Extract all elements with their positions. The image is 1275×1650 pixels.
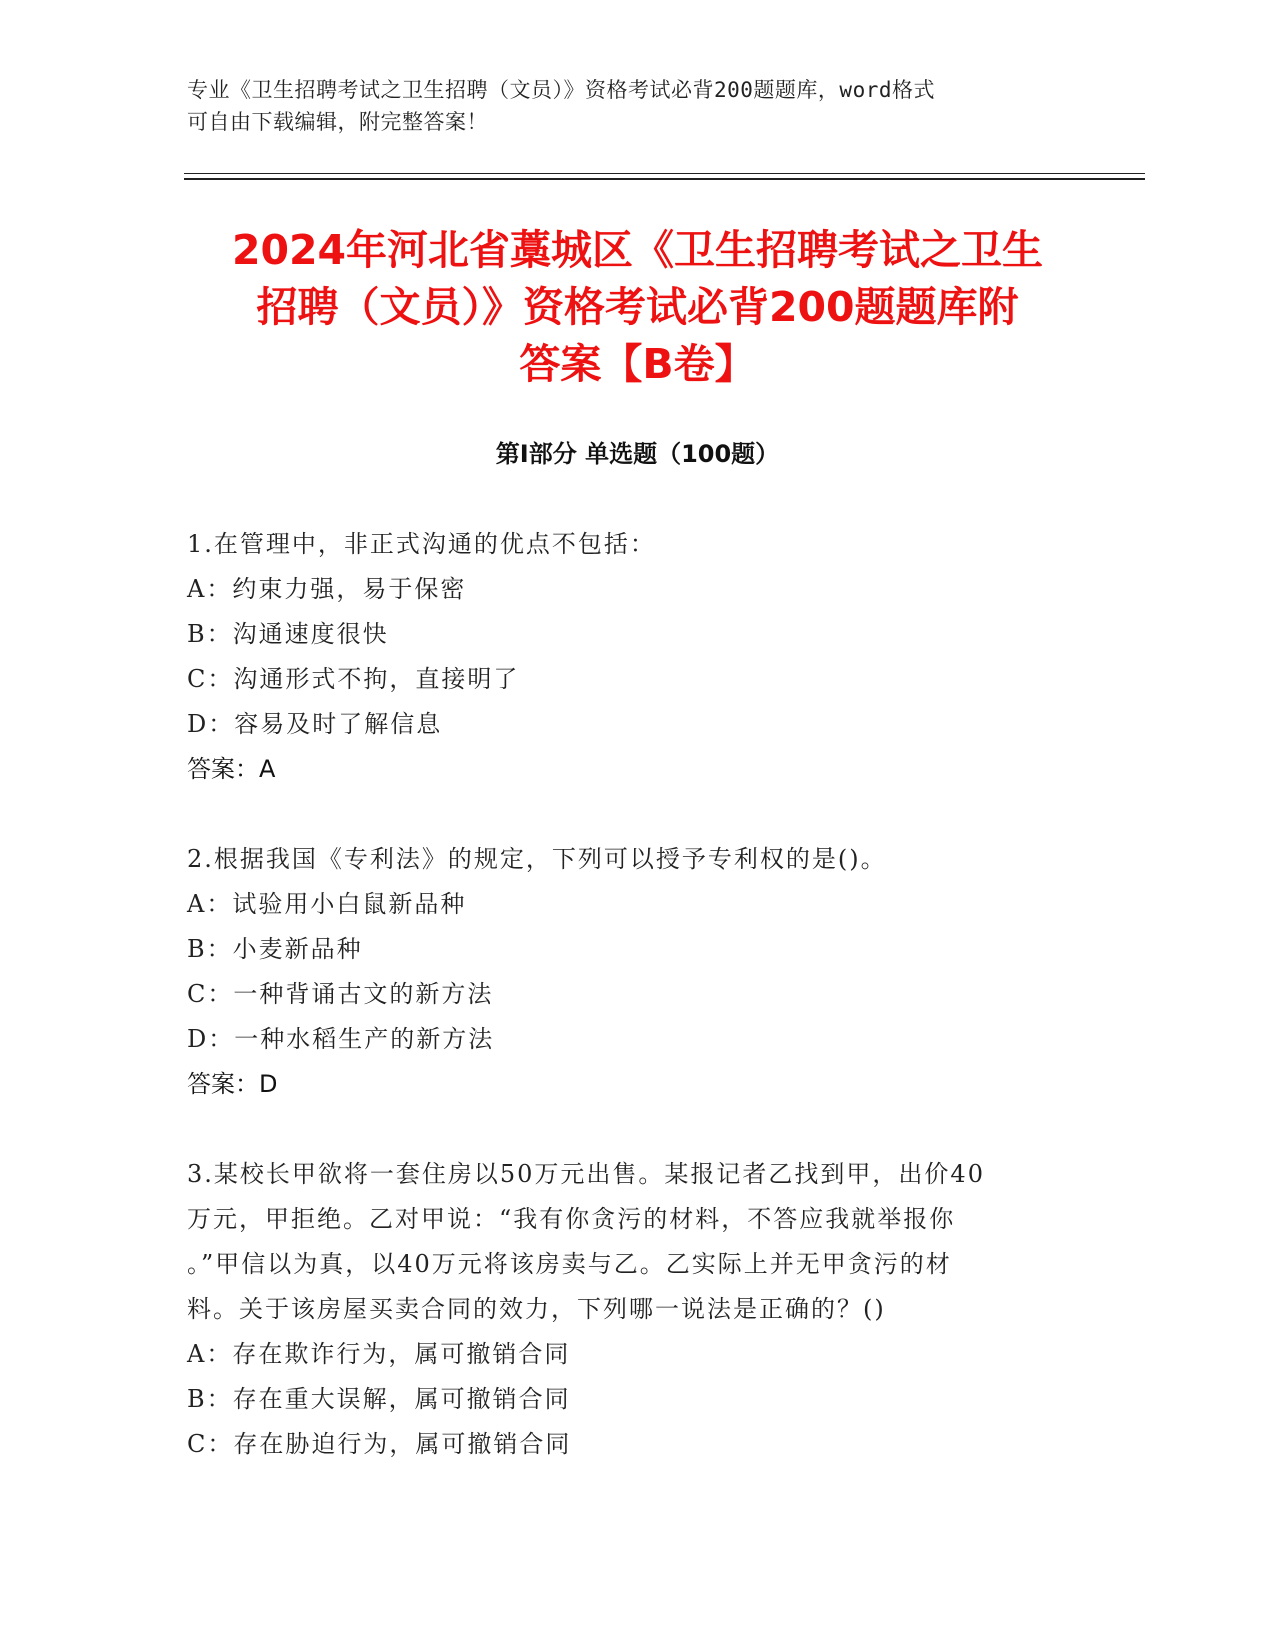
answer: 答案：D <box>187 1070 278 1098</box>
option-c: C：一种背诵古文的新方法 <box>187 980 494 1008</box>
question-stem-line: 。”甲信以为真，以40万元将该房卖与乙。乙实际上并无甲贪污的材 <box>187 1250 952 1278</box>
question-2 <box>187 837 1082 1107</box>
option-d: D：一种水稻生产的新方法 <box>187 1025 495 1053</box>
question-list <box>187 522 1082 1512</box>
option-b: B：小麦新品种 <box>187 935 363 963</box>
question-stem-line: 万元，甲拒绝。乙对甲说：“我有你贪污的材料，不答应我就举报你 <box>187 1205 956 1233</box>
option-b: B：存在重大误解，属可撤销合同 <box>187 1385 571 1413</box>
option-c: C：存在胁迫行为，属可撤销合同 <box>187 1430 572 1458</box>
title-line: 答案【B卷】 <box>519 340 756 388</box>
option-b: B：沟通速度很快 <box>187 620 389 648</box>
answer: 答案：A <box>187 755 276 783</box>
option-d: D：容易及时了解信息 <box>187 710 443 738</box>
header-divider-thin <box>184 173 1145 174</box>
question-stem-line: 3.某校长甲欲将一套住房以50万元出售。某报记者乙找到甲，出价40 <box>187 1160 985 1188</box>
option-a: A：约束力强，易于保密 <box>187 575 467 603</box>
option-c: C：沟通形式不拘，直接明了 <box>187 665 520 693</box>
title-line: 招聘（文员）》资格考试必背200题题库附 <box>256 283 1019 331</box>
question-stem: 2.根据我国《专利法》的规定，下列可以授予专利权的是()。 <box>187 845 887 873</box>
header-note-line: 可自由下载编辑，附完整答案！ <box>187 110 488 134</box>
header-note-line: 专业《卫生招聘考试之卫生招聘（文员）》资格考试必背200题题库，word格式 <box>187 78 935 102</box>
option-a: A：试验用小白鼠新品种 <box>187 890 467 918</box>
question-1 <box>187 522 1082 792</box>
option-a: A：存在欺诈行为，属可撤销合同 <box>187 1340 571 1368</box>
question-stem-line: 料。关于该房屋买卖合同的效力，下列哪一说法是正确的？() <box>187 1295 886 1323</box>
header-note <box>187 74 1067 138</box>
header-divider-thick <box>184 178 1145 180</box>
section-heading: 第Ⅰ部分 单选题（100题） <box>495 440 780 468</box>
title-line: 2024年河北省藁城区《卫生招聘考试之卫生 <box>231 226 1044 274</box>
question-stem: 1.在管理中，非正式沟通的优点不包括： <box>187 530 656 558</box>
question-3 <box>187 1152 1082 1467</box>
document-title <box>140 222 1135 393</box>
